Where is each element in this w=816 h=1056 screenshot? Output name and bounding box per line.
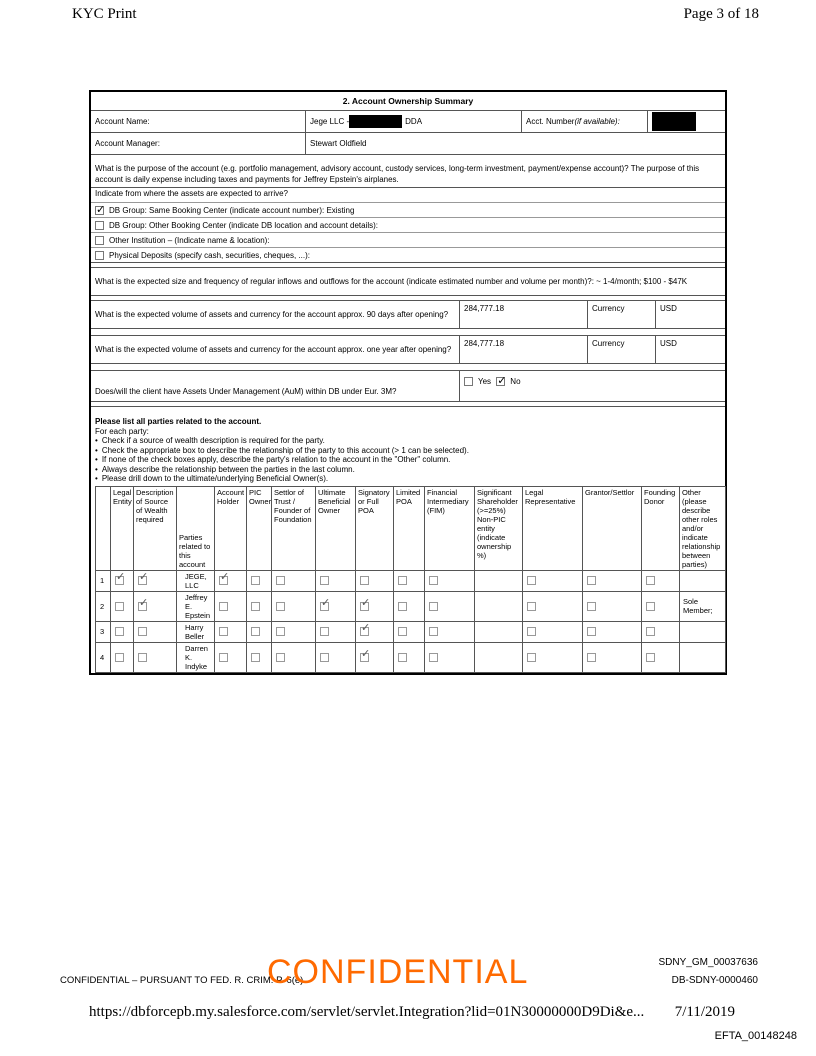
party-name: Jeffrey E. Epstein <box>177 591 215 621</box>
column-header: Legal Representative <box>523 486 583 570</box>
party-sow-cell <box>134 570 177 591</box>
account-name-row <box>91 111 725 133</box>
party-holder-cell <box>215 621 247 642</box>
party-sig-cell <box>356 621 394 642</box>
party-holder-checkbox[interactable] <box>219 627 228 636</box>
party-grantor-cell <box>583 621 642 642</box>
party-fim-cell <box>425 570 475 591</box>
party-significant-shareholder <box>475 621 523 642</box>
party-ubo-cell <box>316 570 356 591</box>
parties-heading: Please list all parties related to the account. <box>95 417 262 426</box>
party-legal-checkbox[interactable] <box>115 576 124 585</box>
party-holder-checkbox[interactable] <box>219 576 228 585</box>
row-number: 1 <box>96 570 111 591</box>
party-grantor-checkbox[interactable] <box>587 576 596 585</box>
party-grantor-checkbox[interactable] <box>587 602 596 611</box>
asset-option-row <box>91 218 725 233</box>
party-holder-cell <box>215 591 247 621</box>
party-lpoa-cell <box>394 621 425 642</box>
party-lpoa-checkbox[interactable] <box>398 627 407 636</box>
party-fim-cell <box>425 621 475 642</box>
party-other <box>680 570 726 591</box>
asset-option-label: DB Group: Same Booking Center (indicate account number): Existing <box>109 205 355 215</box>
volume-1y-currency: USD <box>660 339 677 348</box>
party-ubo-checkbox[interactable] <box>320 576 329 585</box>
parties-for-each: For each party: <box>95 426 149 436</box>
party-settlor-cell <box>272 642 316 672</box>
column-header: Description of Source of Wealth required <box>134 486 177 570</box>
party-other: Sole Member; <box>680 591 726 621</box>
party-settlor-checkbox[interactable] <box>276 627 285 636</box>
asset-option-checkbox[interactable] <box>95 236 104 245</box>
column-header: Significant Shareholder (>=25%) Non-PIC entity (indicate ownership %) <box>475 486 523 570</box>
party-fim-checkbox[interactable] <box>429 576 438 585</box>
party-legal-cell <box>111 642 134 672</box>
row-number-header <box>96 486 111 570</box>
party-grantor-checkbox[interactable] <box>587 653 596 662</box>
confidential-notice: CONFIDENTIAL – PURSUANT TO FED. R. CRIM. P. 6(e) <box>60 975 304 986</box>
party-legalrep-checkbox[interactable] <box>527 653 536 662</box>
party-grantor-cell <box>583 570 642 591</box>
redaction-box <box>349 115 402 128</box>
party-settlor-checkbox[interactable] <box>276 653 285 662</box>
party-legalrep-cell <box>523 621 583 642</box>
asset-option-row <box>91 203 725 218</box>
parties-header-row <box>96 486 726 570</box>
party-lpoa-cell <box>394 642 425 672</box>
party-legal-checkbox[interactable] <box>115 627 124 636</box>
account-name-value <box>306 111 522 132</box>
party-sow-checkbox[interactable] <box>138 602 147 611</box>
volume-90-value: 284,777.18 <box>460 301 588 328</box>
asset-options-list <box>91 203 725 262</box>
party-legal-cell <box>111 621 134 642</box>
party-legalrep-cell <box>523 570 583 591</box>
column-header: Settlor of Trust / Founder of Foundation <box>272 486 316 570</box>
account-manager-label: Account Manager: <box>91 133 306 154</box>
account-name-label: Account Name: <box>91 111 306 132</box>
party-settlor-cell <box>272 591 316 621</box>
bates-number-2: DB-SDNY-0000460 <box>671 975 758 986</box>
acct-number-label: Acct. Number (if available) : <box>522 111 648 132</box>
party-sig-cell <box>356 642 394 672</box>
parties-instruction-item: • Check if a source of wealth description is required for the party. <box>103 436 721 446</box>
party-sow-cell <box>134 591 177 621</box>
parties-instructions <box>95 436 721 484</box>
asset-option-row <box>91 233 725 248</box>
party-donor-checkbox[interactable] <box>646 576 655 585</box>
party-settlor-cell <box>272 621 316 642</box>
party-donor-cell <box>642 570 680 591</box>
asset-option-label: Physical Deposits (specify cash, securities, cheques, ...): <box>109 250 310 260</box>
parties-body <box>96 570 726 672</box>
asset-option-row <box>91 248 725 262</box>
party-grantor-checkbox[interactable] <box>587 627 596 636</box>
parties-table <box>95 486 726 673</box>
aum-question: Does/will the client have Assets Under Management (AuM) within DB under Eur. 3M? <box>91 371 460 401</box>
asset-option-checkbox[interactable] <box>95 251 104 260</box>
asset-option-label: DB Group: Other Booking Center (indicate DB location and account details): <box>109 220 379 230</box>
account-manager-value: Stewart Oldfield <box>310 139 367 148</box>
redaction-box <box>652 112 696 131</box>
party-significant-shareholder <box>475 570 523 591</box>
account-name-value-b: DDA <box>405 117 423 126</box>
party-fim-checkbox[interactable] <box>429 653 438 662</box>
party-pic-cell <box>247 570 272 591</box>
table-row <box>96 591 726 621</box>
volume-1y-value: 284,777.18 <box>460 336 588 363</box>
party-name: JEGE, LLC <box>177 570 215 591</box>
party-lpoa-checkbox[interactable] <box>398 602 407 611</box>
volume-90-currency-label: Currency <box>588 301 656 328</box>
volume-90-row <box>91 300 725 329</box>
party-ubo-cell <box>316 621 356 642</box>
party-fim-checkbox[interactable] <box>429 602 438 611</box>
party-lpoa-checkbox[interactable] <box>398 576 407 585</box>
party-ubo-cell <box>316 591 356 621</box>
party-pic-checkbox[interactable] <box>251 602 260 611</box>
volume-90-question: What is the expected volume of assets and currency for the account approx. 90 days after opening? <box>91 301 460 328</box>
column-header: PIC Owner <box>247 486 272 570</box>
account-name-value-a: Jege LLC - <box>310 117 350 126</box>
source-url: https://dbforcepb.my.salesforce.com/servlet/servlet.Integration?lid=01N30000000D9Di&e... <box>89 1004 645 1020</box>
party-pic-checkbox[interactable] <box>251 627 260 636</box>
account-ownership-form <box>89 90 727 675</box>
party-legal-cell <box>111 591 134 621</box>
bates-number-1: SDNY_GM_00037636 <box>658 957 758 968</box>
aum-no-label: No <box>510 377 521 386</box>
party-pic-cell <box>247 621 272 642</box>
table-row <box>96 621 726 642</box>
party-ubo-cell <box>316 642 356 672</box>
party-sig-checkbox[interactable] <box>360 627 369 636</box>
asset-option-checkbox[interactable] <box>95 221 104 230</box>
aum-yes-checkbox[interactable] <box>464 377 473 386</box>
column-header: Financial Intermediary (FIM) <box>425 486 475 570</box>
party-sow-cell <box>134 642 177 672</box>
row-number: 3 <box>96 621 111 642</box>
table-row <box>96 570 726 591</box>
parties-block <box>91 406 725 673</box>
party-pic-checkbox[interactable] <box>251 576 260 585</box>
party-legalrep-checkbox[interactable] <box>527 627 536 636</box>
asset-option-label: Other Institution – (Indicate name & location): <box>109 235 270 245</box>
column-header: Legal Entity <box>111 486 134 570</box>
parties-instruction-item: • Please drill down to the ultimate/underlying Beneficial Owner(s). <box>103 474 721 484</box>
confidential-stamp: CONFIDENTIAL <box>267 953 529 991</box>
party-legal-cell <box>111 570 134 591</box>
print-date: 7/11/2019 <box>674 1004 735 1020</box>
party-sig-cell <box>356 591 394 621</box>
party-pic-checkbox[interactable] <box>251 653 260 662</box>
party-fim-cell <box>425 642 475 672</box>
column-header: Founding Donor <box>642 486 680 570</box>
party-sow-checkbox[interactable] <box>138 653 147 662</box>
party-fim-cell <box>425 591 475 621</box>
party-holder-checkbox[interactable] <box>219 653 228 662</box>
column-header: Other (please describe other roles and/or indicate relationship between parties) <box>680 486 726 570</box>
aum-yes-label: Yes <box>478 377 492 386</box>
party-legalrep-cell <box>523 591 583 621</box>
volume-90-currency: USD <box>660 304 677 313</box>
assets-question: Indicate from where the assets are expected to arrive? <box>91 188 725 203</box>
aum-answer <box>460 371 725 401</box>
column-header: Signatory or Full POA <box>356 486 394 570</box>
party-donor-checkbox[interactable] <box>646 602 655 611</box>
party-holder-checkbox[interactable] <box>219 602 228 611</box>
aum-row <box>91 370 725 402</box>
party-sig-checkbox[interactable] <box>360 653 369 662</box>
parties-instruction-item: • Check the appropriate box to describe the relationship of the party to this account (> 1 can be selected). <box>103 446 721 456</box>
party-significant-shareholder <box>475 642 523 672</box>
party-settlor-checkbox[interactable] <box>276 576 285 585</box>
party-lpoa-cell <box>394 591 425 621</box>
party-sig-checkbox[interactable] <box>360 576 369 585</box>
volume-1y-question: What is the expected volume of assets and currency for the account approx. one year after opening? <box>91 336 460 363</box>
asset-option-checkbox[interactable] <box>95 206 104 215</box>
party-name: Darren K. Indyke <box>177 642 215 672</box>
flows-block: What is the expected size and frequency of regular inflows and outflows for the account (indicate estimated number and volume per month)?: ~ 1-4/month; $100 - $47K <box>91 267 725 296</box>
purpose-block: What is the purpose of the account (e.g. portfolio management, advisory account, custody services, long-term investment, payment/expense account)? The purpose of this account is daily expense including taxes and payments for Jeffrey Epstein's airplanes. <box>91 155 725 188</box>
party-sow-checkbox[interactable] <box>138 576 147 585</box>
party-pic-cell <box>247 591 272 621</box>
party-legalrep-cell <box>523 642 583 672</box>
parties-instruction-item: • Always describe the relationship between the parties in the last column. <box>103 465 721 475</box>
aum-no-checkbox[interactable] <box>496 377 505 386</box>
party-legalrep-checkbox[interactable] <box>527 602 536 611</box>
party-settlor-cell <box>272 570 316 591</box>
party-donor-cell <box>642 621 680 642</box>
row-number: 2 <box>96 591 111 621</box>
party-other <box>680 642 726 672</box>
party-ubo-checkbox[interactable] <box>320 627 329 636</box>
account-manager-row <box>91 133 725 155</box>
party-lpoa-checkbox[interactable] <box>398 653 407 662</box>
column-header: Ultimate Beneficial Owner <box>316 486 356 570</box>
section-title: 2. Account Ownership Summary <box>91 92 725 111</box>
party-legalrep-checkbox[interactable] <box>527 576 536 585</box>
party-sow-cell <box>134 621 177 642</box>
party-sow-checkbox[interactable] <box>138 627 147 636</box>
party-grantor-cell <box>583 642 642 672</box>
efta-number: EFTA_00148248 <box>714 1030 797 1042</box>
column-header: Limited POA <box>394 486 425 570</box>
assets-origin-block <box>91 188 725 263</box>
party-grantor-cell <box>583 591 642 621</box>
party-sig-checkbox[interactable] <box>360 602 369 611</box>
party-donor-checkbox[interactable] <box>646 627 655 636</box>
party-sig-cell <box>356 570 394 591</box>
party-name: Harry Beller <box>177 621 215 642</box>
volume-1y-currency-label: Currency <box>588 336 656 363</box>
page-number: Page 3 of 18 <box>683 6 759 22</box>
party-holder-cell <box>215 570 247 591</box>
party-legal-checkbox[interactable] <box>115 602 124 611</box>
header-title: KYC Print <box>72 6 137 22</box>
table-row <box>96 642 726 672</box>
party-donor-cell <box>642 642 680 672</box>
column-header: Grantor/Settlor <box>583 486 642 570</box>
volume-1y-row <box>91 335 725 364</box>
party-settlor-checkbox[interactable] <box>276 602 285 611</box>
party-significant-shareholder <box>475 591 523 621</box>
party-donor-checkbox[interactable] <box>646 653 655 662</box>
party-ubo-checkbox[interactable] <box>320 602 329 611</box>
party-donor-cell <box>642 591 680 621</box>
party-lpoa-cell <box>394 570 425 591</box>
row-number: 4 <box>96 642 111 672</box>
party-pic-cell <box>247 642 272 672</box>
parties-instruction-item: • If none of the check boxes apply, describe the party's relation to the account in the "Other" column. <box>103 455 721 465</box>
party-holder-cell <box>215 642 247 672</box>
acct-number-value <box>648 111 725 132</box>
party-ubo-checkbox[interactable] <box>320 653 329 662</box>
column-header: Parties related to this account <box>177 486 215 570</box>
column-header: Account Holder <box>215 486 247 570</box>
party-other <box>680 621 726 642</box>
party-fim-checkbox[interactable] <box>429 627 438 636</box>
party-legal-checkbox[interactable] <box>115 653 124 662</box>
